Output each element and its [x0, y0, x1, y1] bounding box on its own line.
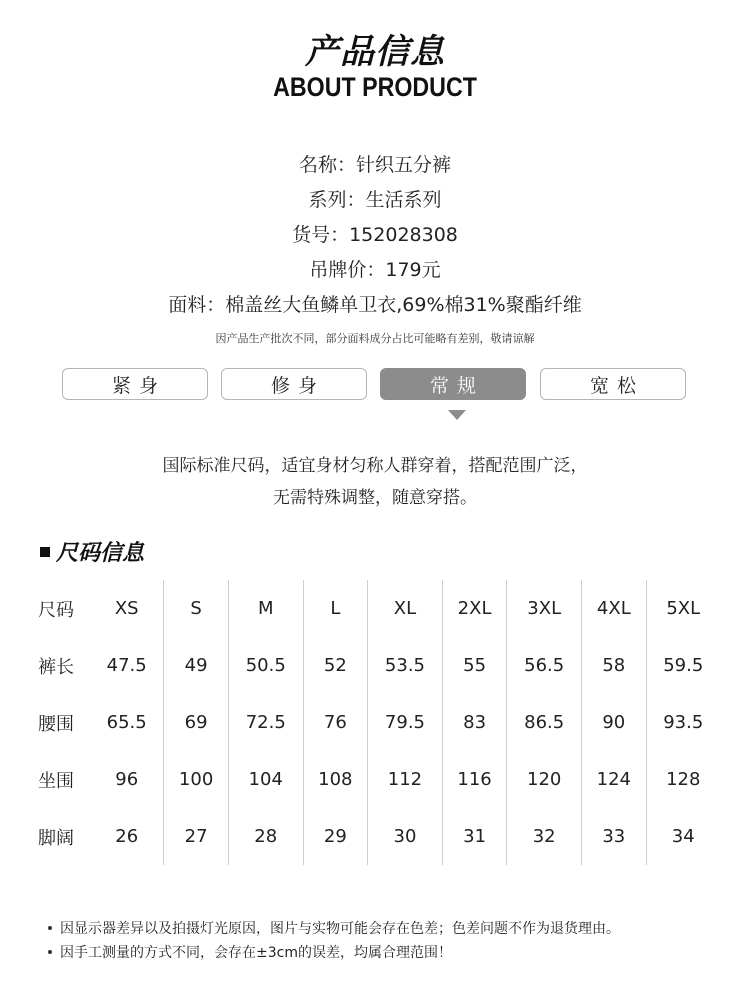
footnote-text: 因手工测量的方式不同，会存在±3cm的误差，均属合理范围！: [60, 945, 452, 961]
selected-fit-pointer-icon: [448, 410, 466, 420]
size-table-cell: 49: [164, 637, 228, 694]
size-table-cell: 58: [582, 637, 646, 694]
size-table-row: [30, 694, 720, 751]
size-table-cell: 29: [303, 808, 367, 865]
footnote-text: 因显示器差异以及拍摄灯光原因，图片与实物可能会存在色差；色差问题不作为退货理由。: [60, 921, 620, 937]
size-table-cell: XS: [114, 598, 139, 619]
size-table-cell: XL: [368, 580, 443, 637]
size-table-row-label: 脚阔: [38, 827, 74, 849]
size-table-cell: 93.5: [646, 694, 720, 751]
product-fabric: 面料：棉盖丝大鱼鳞单卫衣,69%棉31%聚酯纤维: [168, 294, 582, 316]
size-table-cell: L: [303, 580, 367, 637]
size-table-cell: 27: [164, 808, 228, 865]
size-table-cell: 116: [442, 751, 506, 808]
fit-option-slim[interactable]: 修身: [221, 368, 367, 400]
page-subtitle: ABOUT PRODUCT: [273, 72, 477, 102]
size-table-cell: 83: [442, 694, 506, 751]
size-table-cell: 34: [646, 808, 720, 865]
size-table-header-row: [30, 580, 720, 637]
size-table-cell: 32: [507, 808, 582, 865]
size-table-cell: 124: [582, 751, 646, 808]
product-price: 吊牌价：179元: [309, 259, 441, 281]
size-table-row-label: 尺码: [38, 599, 74, 621]
size-table-row: [30, 637, 720, 694]
size-table-cell: 100: [164, 751, 228, 808]
size-section-header: [40, 536, 144, 567]
size-table-cell: 26: [115, 826, 139, 847]
size-table-cell: 33: [582, 808, 646, 865]
size-table-cell: 128: [646, 751, 720, 808]
fit-description-line: 无需特殊调整，随意穿搭。: [273, 488, 477, 508]
size-table-cell: 79.5: [368, 694, 443, 751]
size-table-cell: 5XL: [646, 580, 720, 637]
fit-option-regular[interactable]: 常规: [380, 368, 526, 400]
size-table-cell: 76: [303, 694, 367, 751]
size-table-row-label: 坐围: [38, 770, 74, 792]
size-table-row: [30, 808, 720, 865]
size-table-cell: 59.5: [646, 637, 720, 694]
size-table-cell: 31: [442, 808, 506, 865]
size-table-cell: 104: [228, 751, 303, 808]
page-title: 产品信息: [305, 32, 445, 72]
size-table-cell: 112: [368, 751, 443, 808]
size-table-row: [30, 751, 720, 808]
size-table-cell: 2XL: [442, 580, 506, 637]
size-table-cell: 55: [442, 637, 506, 694]
size-table-cell: 72.5: [228, 694, 303, 751]
size-table-cell: 96: [115, 769, 139, 790]
size-table-row-label: 裤长: [38, 656, 74, 678]
product-series: 系列：生活系列: [308, 189, 442, 211]
size-table-cell: 69: [164, 694, 228, 751]
size-table-cell: 120: [507, 751, 582, 808]
fabric-note: 因产品生产批次不同，部分面料成分占比可能略有差别，敬请谅解: [215, 332, 535, 345]
size-table-cell: S: [164, 580, 228, 637]
fit-option-loose[interactable]: 宽松: [540, 368, 686, 400]
size-table-cell: 52: [303, 637, 367, 694]
size-table-cell: 50.5: [228, 637, 303, 694]
size-table-cell: 65.5: [106, 712, 147, 733]
size-table-cell: 86.5: [507, 694, 582, 751]
size-table-cell: 108: [303, 751, 367, 808]
size-table-cell: 3XL: [507, 580, 582, 637]
size-table-cell: 90: [582, 694, 646, 751]
footnote: [48, 942, 452, 962]
fit-description-line: 国际标准尺码，适宜身材匀称人群穿着，搭配范围广泛，: [162, 456, 588, 476]
bullet-icon: [48, 950, 52, 954]
product-name: 名称：针织五分裤: [298, 154, 451, 176]
size-table-cell: 53.5: [368, 637, 443, 694]
size-table-cell: 4XL: [582, 580, 646, 637]
bullet-icon: [48, 926, 52, 930]
size-table: [30, 580, 720, 865]
size-table-cell: 28: [228, 808, 303, 865]
footnote: [48, 918, 620, 938]
size-table-cell: 30: [368, 808, 443, 865]
size-section-title: 尺码信息: [56, 541, 145, 566]
square-bullet-icon: [40, 547, 50, 557]
size-table-cell: 47.5: [106, 655, 147, 676]
fit-option-tight[interactable]: 紧身: [62, 368, 208, 400]
size-table-cell: M: [228, 580, 303, 637]
product-sku: 货号：152028308: [292, 224, 458, 246]
size-table-row-label: 腰围: [38, 713, 74, 735]
size-table-cell: 56.5: [507, 637, 582, 694]
